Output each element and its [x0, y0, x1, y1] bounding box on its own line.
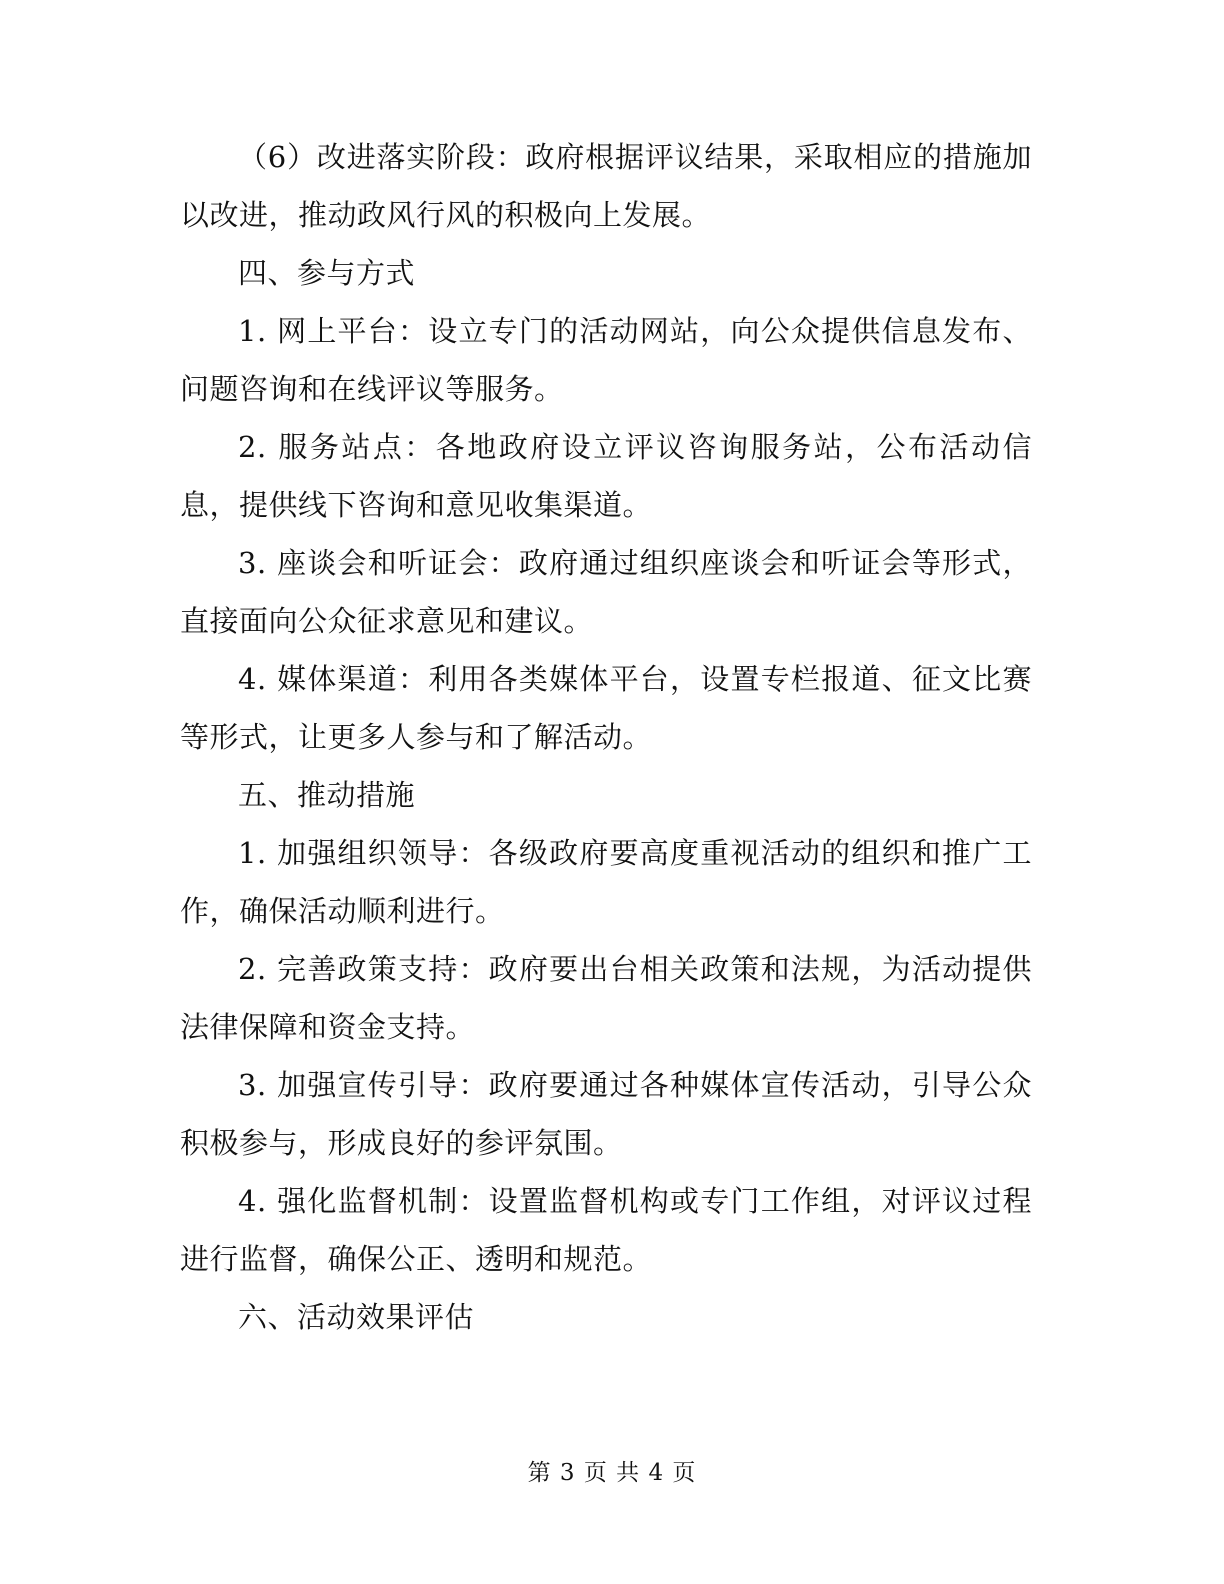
paragraph-publicity: 3. 加强宣传引导：政府要通过各种媒体宣传活动，引导公众积极参与，形成良好的参评氛围。 [180, 1068, 1032, 1160]
paragraph-service-stations: 2. 服务站点：各地政府设立评议咨询服务站，公布活动信息，提供线下咨询和意见收集渠道。 [180, 430, 1032, 522]
paragraph-stage-6: （6）改进落实阶段：政府根据评议结果，采取相应的措施加以改进，推动政风行风的积极向上发展。 [180, 140, 1032, 232]
heading-promotion-measures: 五、推动措施 [238, 778, 416, 812]
paragraph-supervision: 4. 强化监督机制：设置监督机构或专门工作组，对评议过程进行监督，确保公正、透明和规范。 [180, 1184, 1032, 1276]
heading-effect-evaluation: 六、活动效果评估 [238, 1300, 475, 1334]
paragraph-forums-hearings: 3. 座谈会和听证会：政府通过组织座谈会和听证会等形式，直接面向公众征求意见和建议。 [180, 546, 1032, 638]
document-body [180, 128, 1032, 1346]
heading-participation-methods: 四、参与方式 [238, 256, 416, 290]
paragraph-media-channels: 4. 媒体渠道：利用各类媒体平台，设置专栏报道、征文比赛等形式，让更多人参与和了解活动。 [180, 662, 1032, 754]
paragraph-policy-support: 2. 完善政策支持：政府要出台相关政策和法规，为活动提供法律保障和资金支持。 [180, 952, 1032, 1044]
page-number-footer: 第 3 页 共 4 页 [527, 1460, 697, 1486]
paragraph-leadership: 1. 加强组织领导：各级政府要高度重视活动的组织和推广工作，确保活动顺利进行。 [180, 836, 1032, 928]
paragraph-online-platform: 1. 网上平台：设立专门的活动网站，向公众提供信息发布、问题咨询和在线评议等服务。 [180, 314, 1032, 406]
